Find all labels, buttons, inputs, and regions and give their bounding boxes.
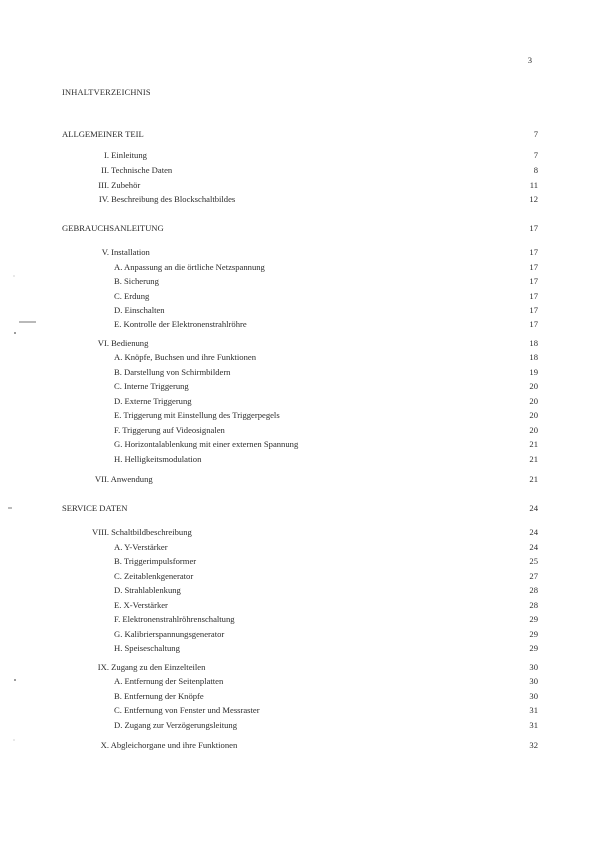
toc-entry-page: 21 [529,439,538,449]
toc-subentry [0,643,538,654]
page-number: 3 [527,55,532,65]
toc-entry-page: 20 [529,410,538,420]
toc-subentry [0,291,538,302]
toc-entry-title: B. Sicherung [114,276,159,286]
toc-subentry [0,425,538,436]
toc-entry-title: IV. Beschreibung des Blockschaltbildes [98,194,236,204]
toc-entry-title: A. Entfernung der Seitenplatten [114,676,224,686]
toc-entry-page: 17 [529,247,538,257]
toc-entry-title: X. Abgleichorgane und ihre Funktionen [100,740,238,750]
toc-entry-page: 31 [529,720,538,730]
toc-entry-title: A. Knöpfe, Buchsen und ihre Funktionen [114,352,257,362]
toc-entry-title: F. Triggerung auf Videosignalen [114,425,225,435]
toc-entry-title: D. Externe Triggerung [114,396,192,406]
toc-subentry [0,585,538,596]
toc-entry-page: 21 [529,474,538,484]
toc-entry-page: 24 [529,542,538,552]
toc-entry-page: 20 [529,381,538,391]
toc-entry-title: SERVICE DATEN [62,503,128,513]
toc-entry-page: 17 [529,319,538,329]
toc-subentry [0,276,538,287]
toc-entry-page: 32 [529,740,538,750]
toc-entry-page: 24 [529,503,538,513]
toc-entry-page: 18 [529,352,538,362]
toc-heading: INHALTVERZEICHNIS [62,88,151,97]
toc-subentry [0,396,538,407]
toc-entry-title: H. Speiseschaltung [114,643,180,653]
toc-subentry [0,556,538,567]
toc-entry-title: B. Entfernung der Knöpfe [114,691,204,701]
toc-entry-page: 20 [529,425,538,435]
toc-entry-title: H. Helligkeitsmodulation [114,454,202,464]
toc-entry-page: 7 [533,129,538,139]
toc-entry-title: ALLGEMEINER TEIL [62,129,144,139]
toc-entry-title: B. Triggerimpulsformer [114,556,197,566]
toc-subentry [0,410,538,421]
toc-entry-title: F. Elektronenstrahlröhrenschaltung [114,614,235,624]
toc-chapter [0,247,538,258]
toc-entry-title: A. Y-Verstärker [114,542,168,552]
toc-chapter [0,338,538,349]
toc-entry-page: 17 [529,291,538,301]
toc-entry-title: C. Entfernung von Fenster und Messraster [114,705,260,715]
toc-entry-page: 29 [529,643,538,653]
toc-subentry [0,262,538,273]
toc-entry-title: D. Einschalten [114,305,165,315]
toc-entry-page: 30 [529,691,538,701]
toc-entry-title: VI. Bedienung [97,338,149,348]
toc-entry-title: D. Zugang zur Verzögerungsleitung [114,720,237,730]
toc-entry-page: 17 [529,305,538,315]
toc-entry-page: 17 [529,262,538,272]
toc-chapter [0,662,538,673]
toc-entry-title: C. Zeitablenkgenerator [114,571,194,581]
toc-entry-page: 29 [529,629,538,639]
toc-entry-page: 27 [529,571,538,581]
toc-subentry [0,705,538,716]
toc-chapter [0,527,538,538]
toc-entry-title: C. Erdung [114,291,150,301]
toc-section [0,223,538,234]
toc-entry-page: 11 [529,180,538,190]
toc-entry-page: 20 [529,396,538,406]
toc-entry-title: G. Horizontalablenkung mit einer externen Spannung [114,439,299,449]
toc-chapter [0,165,538,176]
toc-subentry [0,720,538,731]
toc-entry-title: E. Kontrolle der Elektronenstrahlröhre [114,319,247,329]
toc-subentry [0,600,538,611]
toc-entry-page: 24 [529,527,538,537]
toc-entry-title: E. X-Verstärker [114,600,168,610]
toc-section [0,503,538,514]
toc-entry-page: 19 [529,367,538,377]
toc-entry-page: 30 [529,662,538,672]
toc-entry-title: B. Darstellung von Schirmbildern [114,367,231,377]
toc-subentry [0,352,538,363]
toc-entry-title: I. Einleitung [103,150,147,160]
toc-entry-title: III. Zubehör [98,180,141,190]
toc-entry-title: V. Installation [101,247,150,257]
toc-subentry [0,305,538,316]
toc-chapter [0,474,538,485]
toc-subentry [0,629,538,640]
toc-entry-page: 31 [529,705,538,715]
toc-entry-page: 17 [529,276,538,286]
toc-entry-page: 30 [529,676,538,686]
toc-subentry [0,319,538,330]
toc-chapter [0,180,538,191]
toc-entry-title: II. Technische Daten [101,165,173,175]
toc-subentry [0,454,538,465]
toc-entry-page: 25 [529,556,538,566]
toc-chapter [0,194,538,205]
toc-entry-title: VIII. Schaltbildbeschreibung [92,527,192,537]
toc-subentry [0,691,538,702]
toc-entry-page: 7 [533,150,538,160]
toc-entry-page: 8 [533,165,538,175]
toc-entry-title: D. Strahlablenkung [114,585,181,595]
toc-entry-title: VII. Anwendung [94,474,153,484]
toc-entry-page: 29 [529,614,538,624]
toc-entry-page: 21 [529,454,538,464]
toc-entry-title: G. Kalibrierspannungsgenerator [114,629,225,639]
toc-entry-title: A. Anpassung an die örtliche Netzspannung [114,262,265,272]
toc-subentry [0,571,538,582]
toc-entry-page: 12 [529,194,538,204]
toc-entry-page: 18 [529,338,538,348]
toc-section [0,129,538,140]
toc-subentry [0,367,538,378]
toc-entry-title: IX. Zugang zu den Einzelteilen [97,662,206,672]
toc-chapter [0,150,538,161]
toc-entry-page: 28 [529,585,538,595]
toc-entry-title: E. Triggerung mit Einstellung des Triggerpegels [114,410,280,420]
toc-entry-title: GEBRAUCHSANLEITUNG [62,223,164,233]
toc-entry-page: 28 [529,600,538,610]
toc-subentry [0,676,538,687]
toc-entry-page: 17 [529,223,538,233]
toc-subentry [0,614,538,625]
toc-subentry [0,381,538,392]
toc-chapter [0,740,538,751]
toc-subentry [0,439,538,450]
toc-subentry [0,542,538,553]
toc-entry-title: C. Interne Triggerung [114,381,189,391]
